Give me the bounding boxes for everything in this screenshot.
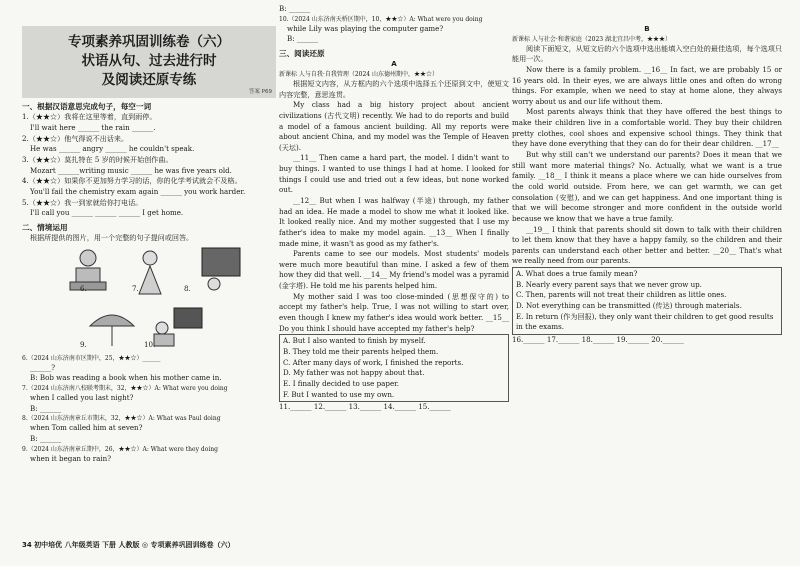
s1-item2-en: He was ______ angry ______ he couldn't speak. [30, 144, 195, 154]
pic-label-9: 9. [80, 339, 87, 349]
pic-label-10: 10. [144, 339, 156, 349]
option-c: C. After many days of work, I finished the reports. [283, 357, 464, 367]
c2-top-line1: 10.（2024 山东济南天桥区期中，10，★★☆）A: What were you doing [279, 15, 483, 23]
s1-item3-en: Mozart ______writing music ______ he was five years old. [30, 165, 232, 175]
s2-item7-a: when I called you last night? [30, 393, 134, 403]
passage-a-answers: 11.______ 12.______ 13.______ 14.______ 15.______ [279, 402, 451, 412]
s1-item4-en: You'll fail the chemistry exam again ______ you work harder. [30, 186, 246, 196]
page-footer: 34 初中培优 八年级英语 下册 人教版 ◎ 专项素养巩固训练卷（六） [22, 541, 235, 549]
boy-reading-picture [62, 246, 114, 296]
passage-a-options [279, 334, 509, 402]
picture-area [22, 244, 276, 354]
option-b-d: D. Not everything can be transmitted (传达) through materials. [516, 301, 742, 311]
passage-b-para2: Most parents always think that they have offered the best things to make their children live in a comfortable world. They buy their children pretty clothes, cool shoes and expensive school things. They think that they have done everything that they can do for their dear children. __17__ [512, 107, 782, 149]
passage-a-para4: Parents came to see our models. Most students' models were much more beautiful than mine. I asked a few of them how they did that well. __14__ My friend's model was a pyramid (金字塔). He told me his parents helped him. [279, 249, 509, 291]
s1-item2-cn: 2.（★★☆）他气得说不出话来。 [22, 133, 129, 143]
left-column [22, 0, 276, 464]
passage-a-para2: __11__ Then came a hard part, the model. I didn't want to buy things. I wanted to use things I had at home. I looked for things I could use and tried out a few ideas, but none worked out. [279, 153, 509, 195]
pic-label-6: 6. [80, 283, 87, 293]
s1-item5-en: I'll call you ______ ______ ______ I get home. [30, 208, 184, 218]
s1-item1-cn: 1.（★★☆）我将在这里等着，直到雨停。 [22, 112, 157, 122]
title-line2: 状语从句、过去进行时 [81, 53, 217, 70]
passage-b-tag: 新课标 人与社会·和谐家庭（2023 湖北宜昌中考，★★★） [512, 35, 671, 43]
answer-reference: 答案 P69 [248, 88, 272, 95]
middle-column [279, 0, 509, 413]
s2-item9-q: 9.（2024 山东济南章丘期中，26，★★☆）A: What were they doing [22, 445, 218, 453]
pic-label-7: 7. [132, 283, 139, 293]
c2-top-line3: B: ______ [287, 34, 319, 44]
passage-b-instruction: 阅读下面短文，从短文后的六个选项中选出能填入空白处的最佳选项，每个选项只能用一次。 [512, 43, 782, 64]
option-e: E. I finally decided to use paper. [283, 378, 400, 388]
s2-item6-b: B: Bob was reading a book when his mother came in. [30, 373, 222, 383]
passage-b-answers: 16.______ 17.______ 18.______ 19.______ 20.______ [512, 334, 684, 344]
passage-b-label: B [644, 24, 650, 33]
s2-item6-q: 6.（2024 山东济南市区期中，25，★★☆）______ [22, 354, 161, 362]
option-b-c: C. Then, parents will not treat their children as little ones. [516, 290, 727, 300]
right-column [512, 0, 782, 346]
passage-a-tag: 新课标 人与自我·自我管理（2024 山东德州期中，★★☆） [279, 70, 438, 78]
option-b: B. They told me their parents helped them. [283, 346, 439, 356]
rain-picture [86, 304, 138, 350]
s2-item8-b: B: ______ [30, 434, 62, 444]
passage-a-para5: My mother said I was too close-minded (思想保守的) to accept my father's help. True, I was not willing to start over, even though I knew my father's idea would work better. __15__ Do you think I should have accepted my father's help? [279, 291, 509, 333]
tv-picture [150, 302, 206, 350]
s2-item7-b: B: ______ [30, 403, 62, 413]
passage-b-para3: But why still can't we understand our parents? Does it mean that we still want more material things? No. Actually, what we want is a true family. __18__ I think it means a place where we can hide ourselves from the cold world outside. From here, we can get warmth, we can get consolation (安慰), and we can get happiness. And one important thing is that we will become stronger and more confident in the outside world because we know that we have a true family. [512, 150, 782, 223]
option-a: A. But I also wanted to finish by myself. [283, 336, 426, 346]
s2-item9-a: when it began to rain? [30, 453, 112, 463]
s1-item1-en: I'll wait here ______ the rain ______. [30, 123, 156, 133]
c2-top-line2: while Lily was playing the computer game? [287, 23, 444, 33]
passage-a-label: A [391, 59, 397, 69]
blackboard-picture [192, 244, 250, 296]
section3-heading: 三、阅读还原 [279, 48, 325, 58]
s2-item6-a: ______? [30, 362, 56, 372]
passage-a-para1: My class had a big history project about ancient civilizations (古代文明) recently. We had to do reports and build a model of a famous ancient building. All my reports were about ancient China, and my model was the Temple of Heaven (天坛). [279, 100, 509, 152]
s2-item8-q: 8.（2024 山东济南章丘市期末，32，★★☆）A: What was Paul doing [22, 415, 221, 423]
passage-b-para1: Now there is a family problem. __16__ In fact, we are probably 15 or 16 years old. In their eyes, we are always little ones and often do wrong things. For example, when we need to stay at home alone, they always worry about us and our life without them. [512, 64, 782, 106]
title-line3: 及阅读还原专练 [101, 72, 197, 89]
section1-heading: 一、根据汉语意思完成句子，每空一词 [22, 102, 152, 111]
s2-item7-q: 7.（2024 山东济南八校联考期末，32，★★☆）A: What were you doing [22, 385, 228, 393]
pic-label-8: 8. [184, 283, 191, 293]
c2-top-line0: B: ______ [279, 4, 311, 13]
option-b-e: E. In return (作为回报), they only want their children to get good results in the exams. [516, 311, 774, 332]
s2-item8-a: when Tom called him at seven? [30, 423, 143, 433]
option-b-a: A. What does a true family mean? [516, 269, 638, 279]
option-f: F. But I wanted to use my own. [283, 389, 395, 399]
s2-instruction: 根据所提供的图片，用一个完整的句子提问或回答。 [30, 233, 194, 243]
section2-heading: 二、情境运用 [22, 222, 68, 232]
option-d: D. My father was not happy about that. [283, 368, 425, 378]
passage-b-para4: __19__ I think that parents should sit down to talk with their children to let them know that they have a happy family, so the children and their parents can understand each other better and better. __20__ That's what we really need from our parents. [512, 224, 782, 266]
s1-item4-cn: 4.（★★☆）如果你不更加努力学习的话，你的化学考试就会不及格。 [22, 176, 242, 186]
passage-a-para3: __12__ But when I was halfway (半途) through, my father had an idea. He made a model to show me what it looked like. It looked really nice. And my mother suggested that I use my father's idea to make my model again. __13__ When I finally made mine, it wasn't as good as my father's. [279, 196, 509, 248]
title-banner [22, 26, 276, 98]
option-b-b: B. Nearly every parent says that we never grow up. [516, 279, 702, 289]
title-line1: 专项素养巩固训练卷（六） [68, 34, 230, 50]
s1-item3-cn: 3.（★★☆）莫扎特在 5 岁的时候开始创作曲。 [22, 154, 173, 164]
s1-item5-cn: 5.（★★☆）我一到家就给你打电话。 [22, 197, 143, 207]
passage-a-instruction: 根据短文内容，从方框内的六个选项中选择五个还原到文中，使短文内容完整，意思连贯。 [279, 78, 509, 99]
passage-b-options [512, 267, 782, 335]
